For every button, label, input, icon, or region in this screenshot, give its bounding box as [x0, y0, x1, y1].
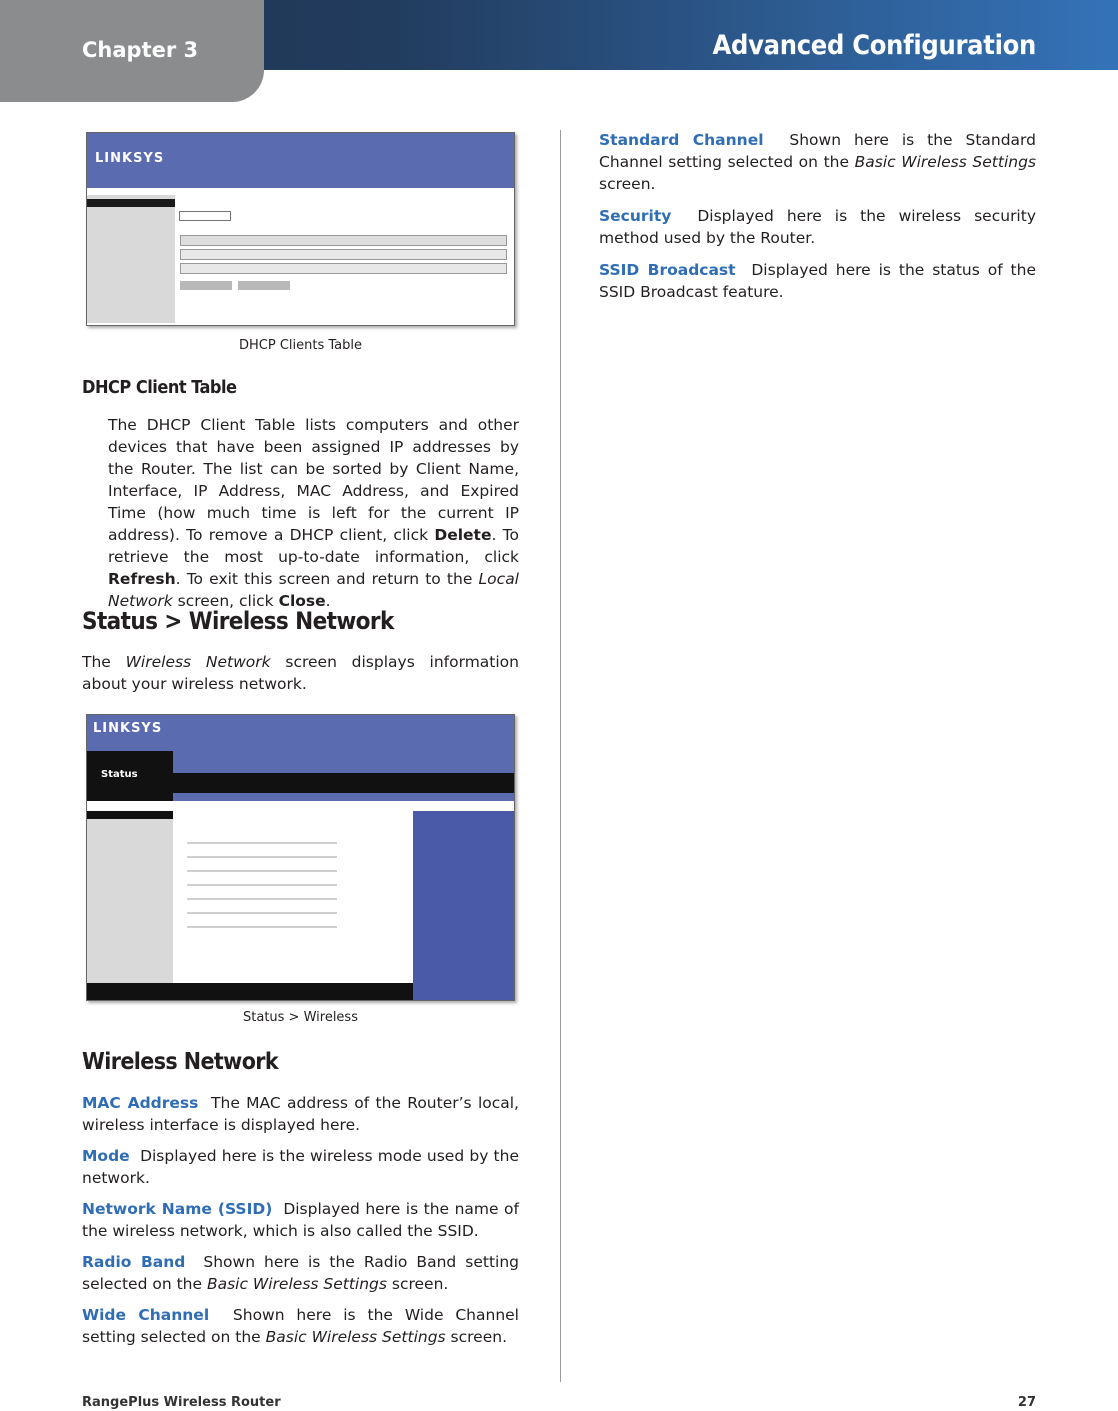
footer-product: RangePlus Wireless Router: [82, 1395, 281, 1410]
close-button-image: [238, 281, 290, 290]
text: . To exit this screen and return to the: [175, 570, 479, 588]
help-panel: [413, 811, 514, 1000]
definition: Shown here is the Standard Channel setting selected on the: [599, 131, 1036, 171]
dhcp-paragraph: [108, 414, 519, 612]
basic-wireless-settings-term: Basic Wireless Settings: [265, 1328, 446, 1346]
text: screen displays information about your wireless network.: [82, 653, 519, 693]
status-intro: [82, 651, 519, 695]
term-wide-channel: Wide Channel: [82, 1306, 210, 1324]
linksys-logo: LINKSYS: [95, 151, 165, 166]
term-mac-address: MAC Address: [82, 1094, 199, 1112]
sidebar-header: [87, 199, 175, 207]
definition: screen.: [386, 1275, 449, 1293]
page-number: 27: [1017, 1395, 1036, 1410]
chapter-label: Chapter 3: [82, 38, 199, 62]
column-divider: [560, 130, 561, 1382]
dhcp-clients-screenshot: [86, 132, 515, 326]
linksys-logo: LINKSYS: [93, 721, 163, 736]
refresh-button-image: [180, 281, 232, 290]
text: . To retrieve the most up-to-date information, click: [108, 526, 519, 566]
section-heading-dhcp-client-table: DHCP Client Table: [82, 377, 237, 398]
definition: screen.: [445, 1328, 508, 1346]
sidebar-header: [87, 811, 173, 819]
figure1-caption: DHCP Clients Table: [239, 338, 362, 353]
section-heading-status-wireless: Status > Wireless Network: [82, 607, 394, 635]
definition: screen.: [599, 175, 656, 193]
status-wireless-screenshot: [86, 714, 515, 1001]
local-network-term: Local Network: [108, 570, 519, 610]
definition: Displayed here is the wireless security method used by the Router.: [599, 207, 1036, 247]
section-heading-wireless-network: Wireless Network: [82, 1049, 279, 1075]
close-term: Close: [278, 592, 326, 610]
subnav: [173, 793, 514, 801]
basic-wireless-settings-term: Basic Wireless Settings: [854, 153, 1036, 171]
term-network-name: Network Name (SSID): [82, 1200, 273, 1218]
table-header: [180, 235, 507, 246]
term-security: Security: [599, 207, 672, 225]
wireless-definitions: [82, 1092, 519, 1348]
table-row: [180, 263, 507, 274]
chapter-tab: [0, 0, 264, 102]
sidebar-panel: [87, 195, 175, 323]
definition: Displayed here is the name of the wireless network, which is also called the SSID.: [82, 1200, 519, 1240]
delete-term: Delete: [434, 526, 492, 544]
term-standard-channel: Standard Channel: [599, 131, 764, 149]
definition: Shown here is the Radio Band setting selected on the: [82, 1253, 519, 1293]
text: .: [325, 592, 331, 610]
text: The: [82, 653, 126, 671]
term-mode: Mode: [82, 1147, 130, 1165]
definition: Shown here is the Wide Channel setting selected on the: [82, 1306, 519, 1346]
refresh-term: Refresh: [108, 570, 176, 588]
status-label: Status: [101, 769, 138, 780]
table-row: [180, 249, 507, 260]
text: screen, click: [172, 592, 279, 610]
sidebar-panel: [87, 811, 173, 1000]
sort-select: [179, 211, 231, 221]
text: The DHCP Client Table lists computers and other devices that have been assigned IP addresses by the Router. The list can be sorted by Client Name, Interface, IP Address, MAC Address, and Expired Time (how much time is left for the current IP address). To remove a DHCP client, click: [108, 416, 519, 544]
definition: Displayed here is the status of the SSID Broadcast feature.: [599, 261, 1036, 301]
definition: The MAC address of the Router’s local, wireless interface is displayed here.: [82, 1094, 519, 1134]
definition: Displayed here is the wireless mode used by the network.: [82, 1147, 519, 1187]
wireless-network-term: Wireless Network: [125, 653, 271, 671]
product-bar: [173, 751, 514, 773]
right-column-definitions: [599, 129, 1036, 303]
page-title: Advanced Configuration: [712, 30, 1036, 61]
term-ssid-broadcast: SSID Broadcast: [599, 261, 736, 279]
status-fields: [187, 833, 337, 933]
basic-wireless-settings-term: Basic Wireless Settings: [206, 1275, 387, 1293]
footer-bar: [87, 983, 413, 1000]
term-radio-band: Radio Band: [82, 1253, 186, 1271]
nav-tabs: [173, 773, 514, 793]
figure2-caption: Status > Wireless: [243, 1010, 358, 1025]
